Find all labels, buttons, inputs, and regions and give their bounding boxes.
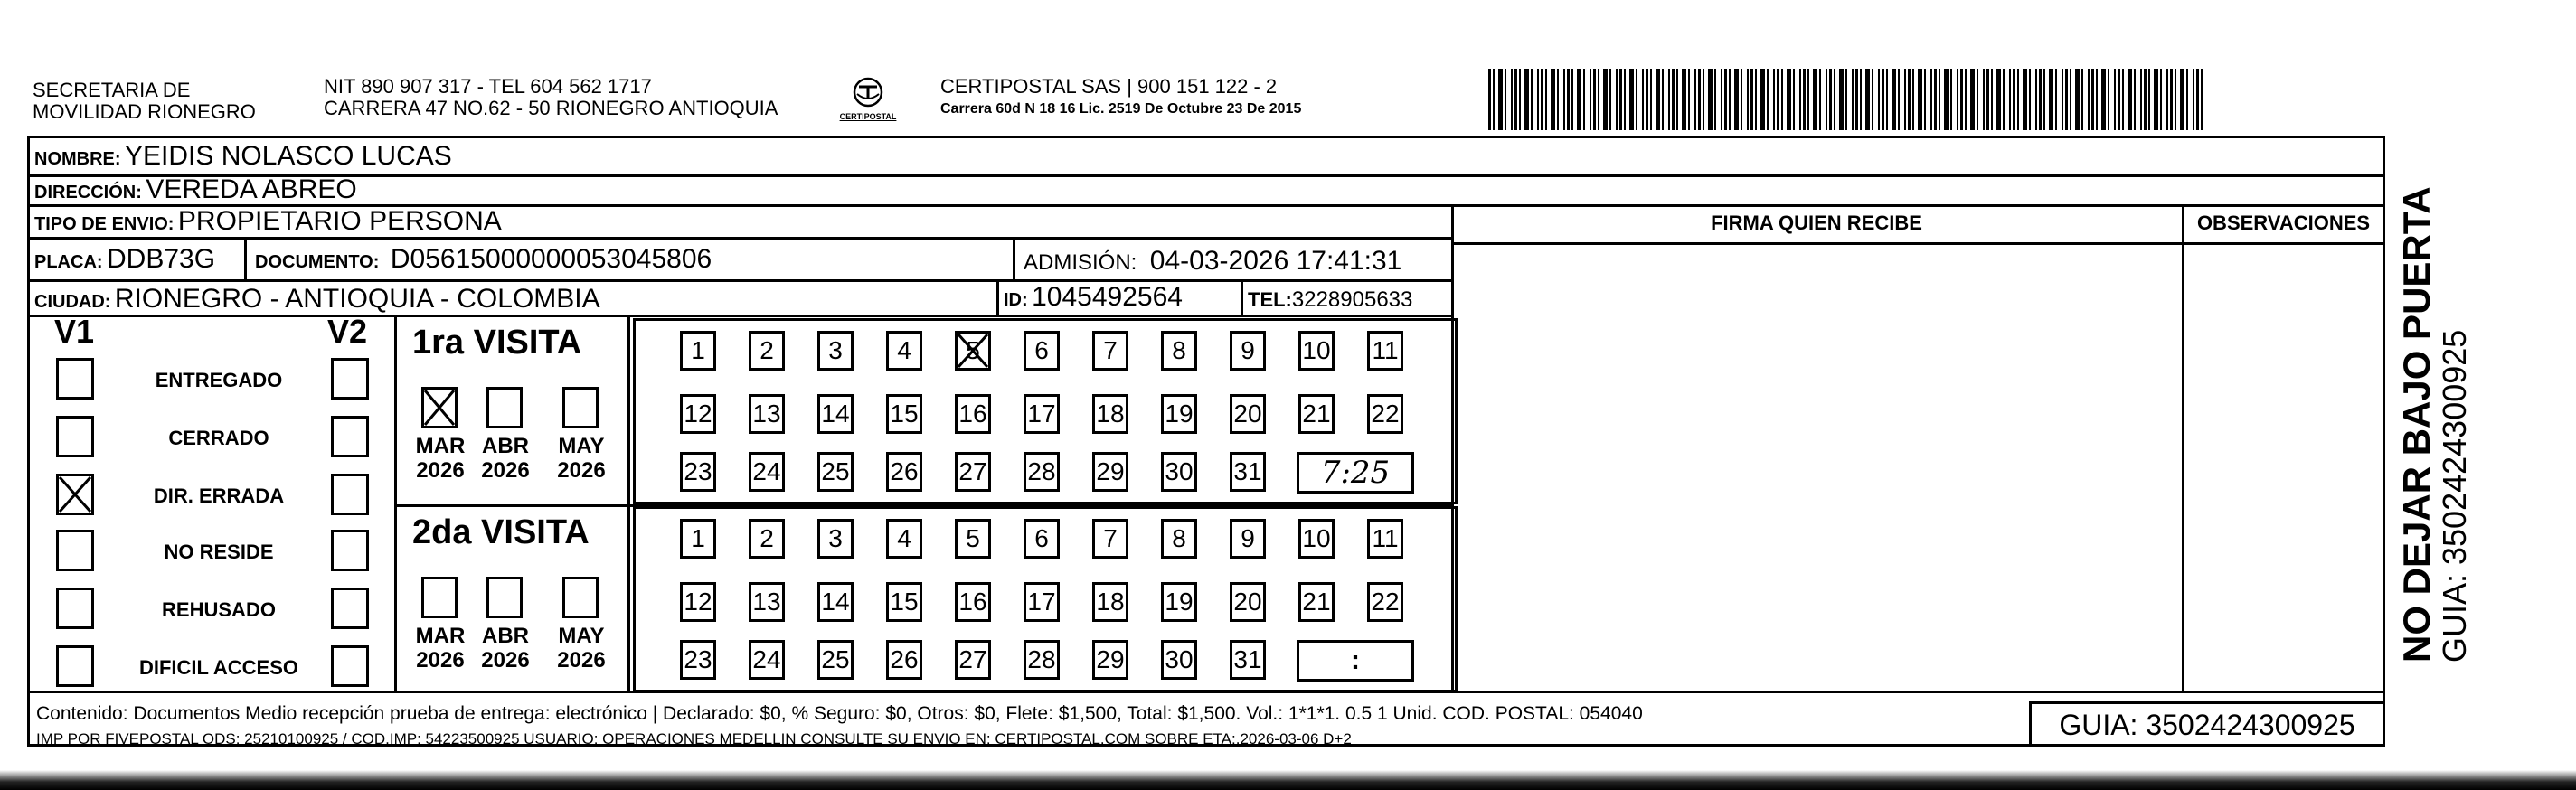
day-box[interactable]: 8 <box>1161 331 1197 371</box>
v2-checkbox[interactable] <box>331 416 369 457</box>
admision-label: ADMISIÓN: <box>1024 250 1137 275</box>
day-box[interactable]: 23 <box>680 452 716 492</box>
v1-checkbox[interactable] <box>56 358 94 400</box>
day-box[interactable]: 11 <box>1367 331 1403 371</box>
day-box[interactable]: 4 <box>886 331 922 371</box>
day-box[interactable]: 6 <box>1024 331 1060 371</box>
day-box[interactable]: 22 <box>1367 582 1403 622</box>
col-divider <box>1241 279 1243 315</box>
v2-checkbox[interactable] <box>331 358 369 400</box>
month-year: 2026 <box>557 458 606 483</box>
v2-checkbox[interactable] <box>331 645 369 687</box>
row-divider <box>27 237 1454 240</box>
day-box[interactable]: 12 <box>680 582 716 622</box>
v1-checkbox[interactable] <box>56 530 94 571</box>
v2-checkbox[interactable] <box>331 588 369 629</box>
direccion-label: DIRECCIÓN: <box>34 183 142 202</box>
day-box[interactable]: 20 <box>1230 582 1266 622</box>
placa-value: DDB73G <box>107 244 216 274</box>
tel-row <box>1248 287 1412 313</box>
admision-value: 04-03-2026 17:41:31 <box>1149 246 1402 276</box>
month-year: 2026 <box>416 648 465 672</box>
side-line-2: GUIA: 3502424300925 <box>2436 329 2473 663</box>
day-box[interactable]: 16 <box>955 394 991 434</box>
tipo-label: TIPO DE ENVIO: <box>34 214 175 234</box>
day-box[interactable]: 2 <box>749 331 785 371</box>
month-checkbox[interactable] <box>486 577 523 618</box>
day-box[interactable]: 18 <box>1092 394 1128 434</box>
v1-checkbox[interactable] <box>56 474 94 515</box>
month-year: 2026 <box>416 458 465 483</box>
month-label <box>409 434 472 483</box>
documento-row <box>255 244 712 275</box>
month-checkbox[interactable] <box>421 387 458 428</box>
day-box[interactable]: 30 <box>1161 640 1197 680</box>
v2-checkbox[interactable] <box>331 530 369 571</box>
col-divider <box>2182 204 2184 692</box>
ciudad-label: CIUDAD: <box>34 292 111 312</box>
v1-checkbox[interactable] <box>56 588 94 629</box>
v1-label: V1 <box>54 313 95 350</box>
scan-edge <box>0 770 2576 790</box>
col-divider <box>996 279 999 315</box>
day-box[interactable]: 4 <box>886 519 922 559</box>
certipostal-logo <box>832 76 904 127</box>
month-checkbox[interactable] <box>562 387 599 428</box>
documento-value: D05615000000053045806 <box>390 244 712 274</box>
first-visit-title: 1ra VISITA <box>412 324 582 362</box>
col-divider <box>627 315 630 692</box>
month-year: 2026 <box>481 458 530 483</box>
row-divider <box>27 174 2385 177</box>
day-box[interactable]: 7 <box>1092 331 1128 371</box>
day-box[interactable]: 14 <box>817 394 854 434</box>
day-box[interactable]: 25 <box>817 452 854 492</box>
month-name: ABR <box>482 624 529 648</box>
ciudad-value: RIONEGRO - ANTIOQUIA - COLOMBIA <box>114 284 600 314</box>
day-box[interactable]: 13 <box>749 394 785 434</box>
guia-number: GUIA: 3502424300925 <box>2059 709 2355 741</box>
month-label <box>409 624 472 672</box>
org-name <box>33 80 256 123</box>
month-name: ABR <box>482 434 529 458</box>
day-box[interactable]: 10 <box>1298 331 1335 371</box>
day-box[interactable]: 22 <box>1367 394 1403 434</box>
day-box[interactable]: 29 <box>1092 452 1128 492</box>
day-box[interactable]: 3 <box>817 331 854 371</box>
day-box[interactable]: 31 <box>1230 640 1266 680</box>
tel-value: 3228905633 <box>1291 287 1413 312</box>
tipo-value: PROPIETARIO PERSONA <box>177 206 502 236</box>
month-name: MAY <box>558 434 605 458</box>
second-time-value: : <box>1351 645 1360 675</box>
month-year: 2026 <box>557 648 606 672</box>
courier-line-2: Carrera 60d N 18 16 Lic. 2519 De Octubre 23 De 2015 <box>940 101 1302 117</box>
observaciones-label: OBSERVACIONES <box>2196 212 2371 234</box>
day-number: 5 <box>966 336 980 364</box>
footer-line-1: Contenido: Documentos Medio recepción prueba de entrega: electrónico | Declarado: $0, % Seguro: $0, Otros: $0, Flete: $1,500, Total: $1,500. Vol.: 1*1*1. 0.5 1 Unid. COD. POSTAL: 054040 <box>36 703 1643 724</box>
month-checkbox[interactable] <box>562 577 599 618</box>
ciudad-row <box>34 284 600 315</box>
second-visit-time[interactable] <box>1297 640 1414 682</box>
status-option-label: ENTREGADO <box>155 369 283 391</box>
day-box[interactable]: 1 <box>680 331 716 371</box>
v2-checkbox[interactable] <box>331 474 369 515</box>
day-box[interactable]: 6 <box>1024 519 1060 559</box>
logo-text: CERTIPOSTAL <box>839 112 897 121</box>
day-box[interactable]: 1 <box>680 519 716 559</box>
v1-checkbox[interactable] <box>56 645 94 687</box>
month-year: 2026 <box>481 648 530 672</box>
month-checkbox[interactable] <box>421 577 458 618</box>
day-box[interactable]: 30 <box>1161 452 1197 492</box>
day-box[interactable]: 25 <box>817 640 854 680</box>
day-box[interactable]: 2 <box>749 519 785 559</box>
id-value: 1045492564 <box>1032 282 1183 312</box>
day-box[interactable]: 23 <box>680 640 716 680</box>
org-line-1: SECRETARIA DE <box>33 79 191 101</box>
day-box[interactable]: 24 <box>749 640 785 680</box>
placa-label: PLACA: <box>34 252 103 272</box>
month-label <box>550 434 613 483</box>
tipo-row <box>34 206 502 237</box>
month-label <box>474 434 537 483</box>
day-box[interactable]: 15 <box>886 394 922 434</box>
day-box[interactable]: 31 <box>1230 452 1266 492</box>
day-box[interactable]: 16 <box>955 582 991 622</box>
day-box[interactable]: 9 <box>1230 519 1266 559</box>
status-option-label: REHUSADO <box>162 598 276 621</box>
v1-checkbox[interactable] <box>56 416 94 457</box>
day-box[interactable]: 27 <box>955 452 991 492</box>
barcode <box>1488 69 2203 130</box>
courier-line-1: CERTIPOSTAL SAS | 900 151 122 - 2 <box>940 75 1278 98</box>
month-name: MAR <box>415 434 466 458</box>
col-divider <box>1013 237 1015 280</box>
month-name: MAR <box>415 624 466 648</box>
nombre-value: YEIDIS NOLASCO LUCAS <box>125 141 452 171</box>
day-box[interactable]: 21 <box>1298 394 1335 434</box>
placa-row <box>34 244 215 275</box>
day-box[interactable]: 17 <box>1024 582 1060 622</box>
day-box[interactable]: 19 <box>1161 394 1197 434</box>
day-box[interactable]: 8 <box>1161 519 1197 559</box>
month-name: MAY <box>558 624 605 648</box>
day-box[interactable] <box>955 331 991 371</box>
id-row <box>1004 282 1183 313</box>
day-box[interactable]: 5 <box>955 519 991 559</box>
id-label: ID: <box>1004 290 1028 310</box>
nombre-row <box>34 141 452 172</box>
day-box[interactable]: 3 <box>817 519 854 559</box>
nit-block <box>324 76 778 119</box>
admision-row <box>1024 246 1401 277</box>
day-box[interactable]: 26 <box>886 640 922 680</box>
status-option-label: DIR. ERRADA <box>153 484 285 507</box>
day-box[interactable]: 21 <box>1298 582 1335 622</box>
day-box[interactable]: 10 <box>1298 519 1335 559</box>
day-box[interactable]: 14 <box>817 582 854 622</box>
day-box[interactable]: 29 <box>1092 640 1128 680</box>
nit-line-1: NIT 890 907 317 - TEL 604 562 1717 <box>324 75 652 98</box>
second-visit-title: 2da VISITA <box>412 513 590 551</box>
tel-label: TEL: <box>1248 288 1292 311</box>
status-option-label: DIFICIL ACCESO <box>138 656 298 679</box>
first-visit-time[interactable] <box>1297 452 1414 494</box>
month-label <box>474 624 537 672</box>
day-box[interactable]: 12 <box>680 394 716 434</box>
day-box[interactable]: 15 <box>886 582 922 622</box>
firma-label: FIRMA QUIEN RECIBE <box>1711 212 1922 234</box>
nit-line-2: CARRERA 47 NO.62 - 50 RIONEGRO ANTIOQUIA <box>324 97 778 119</box>
day-box[interactable]: 26 <box>886 452 922 492</box>
day-box[interactable]: 28 <box>1024 452 1060 492</box>
day-box[interactable]: 11 <box>1367 519 1403 559</box>
status-option-label: CERRADO <box>168 427 269 449</box>
day-box[interactable]: 9 <box>1230 331 1266 371</box>
month-checkbox[interactable] <box>486 387 523 428</box>
v2-label: V2 <box>327 313 368 350</box>
col-divider <box>244 237 247 280</box>
day-box[interactable]: 13 <box>749 582 785 622</box>
courier-block <box>940 76 1301 118</box>
day-box[interactable]: 27 <box>955 640 991 680</box>
day-box[interactable]: 19 <box>1161 582 1197 622</box>
col-divider <box>394 315 397 692</box>
org-line-2: MOVILIDAD RIONEGRO <box>33 100 256 123</box>
status-option-label: NO RESIDE <box>164 541 274 563</box>
month-label <box>550 624 613 672</box>
first-time-value: 7:25 <box>1320 455 1391 491</box>
footer-line-2: IMP POR FIVEPOSTAL ODS: 25210100925 / COD.IMP: 54223500925 USUARIO: OPERACIONES MEDELLIN CONSULTE SU ENVIO EN: CERTIPOSTAL.COM SOBRE ETA:.2026-03-06 D+2 <box>36 730 1352 748</box>
day-box[interactable]: 28 <box>1024 640 1060 680</box>
documento-label: DOCUMENTO: <box>255 252 380 272</box>
side-text <box>2396 156 2472 663</box>
direccion-value: VEREDA ABREO <box>146 174 357 204</box>
day-box[interactable]: 17 <box>1024 394 1060 434</box>
nombre-label: NOMBRE: <box>34 149 121 169</box>
direccion-row <box>34 174 357 205</box>
day-box[interactable]: 7 <box>1092 519 1128 559</box>
day-box[interactable]: 18 <box>1092 582 1128 622</box>
day-box[interactable]: 20 <box>1230 394 1266 434</box>
day-box[interactable]: 24 <box>749 452 785 492</box>
side-line-1: NO DEJAR BAJO PUERTA <box>2395 186 2438 663</box>
row-divider <box>1451 242 2385 245</box>
